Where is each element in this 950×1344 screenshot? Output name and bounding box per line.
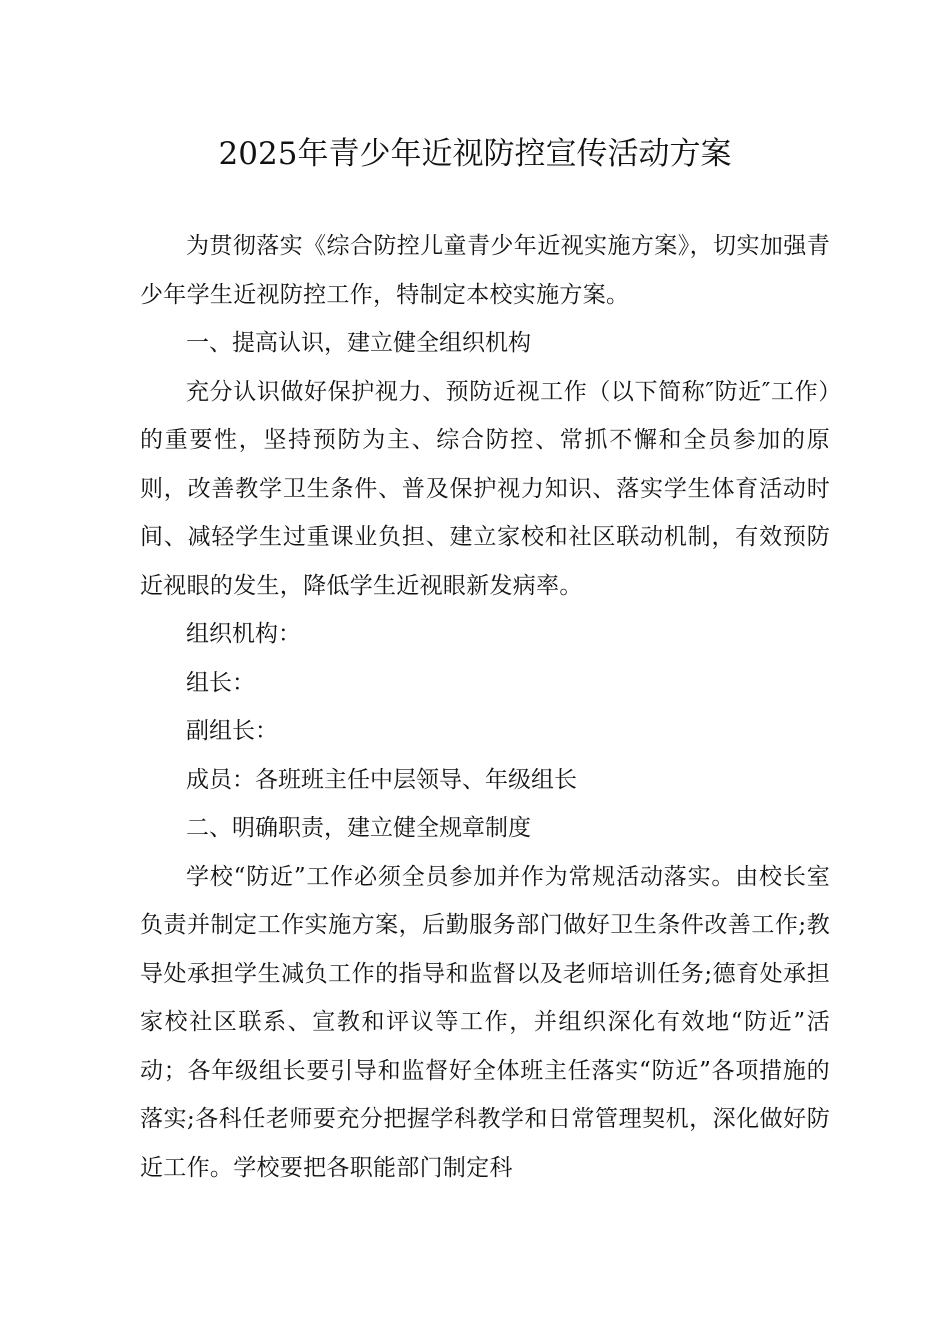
section-1-paragraph: 充分认识做好保护视力、预防近视工作（以下简称″防近″工作）的重要性，坚持预防为主、综合防控、常抓不懈和全员参加的原则，改善教学卫生条件、普及保护视力知识、落实学生体育活动时间、减轻学生过重课业负担、建立家校和社区联动机制，有效预防近视眼的发生，降低学生近视眼新发病率。 [140, 378, 830, 599]
document-body [140, 222, 830, 1192]
deputy-leader-label: 副组长： [186, 718, 278, 744]
leader-label: 组长： [186, 669, 255, 696]
org-structure-label: 组织机构： [186, 621, 301, 647]
intro-paragraph: 为贯彻落实《综合防控儿童青少年近视实施方案》，切实加强青少年学生近视防控工作，特制定本校实施方案。 [140, 233, 830, 308]
section-2-paragraph: 学校“防近”工作必须全员参加并作为常规活动落实。由校长室负责并制定工作实施方案，后勤服务部门做好卫生条件改善工作;教导处承担学生减负工作的指导和监督以及老师培训任务;德育处承担家校社区联系、宣教和评议等工作，并组织深化有效地“防近”活动；各年级组长要引导和监督好全体班主任落实“防近”各项措施的落实;各科任老师要充分把握学科教学和日常管理契机，深化做好防近工作。学校要把各职能部门制定科 [140, 863, 830, 1181]
document-title: 2025年青少年近视防控宣传活动方案 [218, 136, 732, 172]
members-line: 成员：各班班主任中层领导、年级组长 [186, 766, 577, 793]
section-1-heading: 一、提高认识，建立健全组织机构 [186, 330, 531, 356]
section-2-heading: 二、明确职责，建立健全规章制度 [186, 815, 531, 841]
